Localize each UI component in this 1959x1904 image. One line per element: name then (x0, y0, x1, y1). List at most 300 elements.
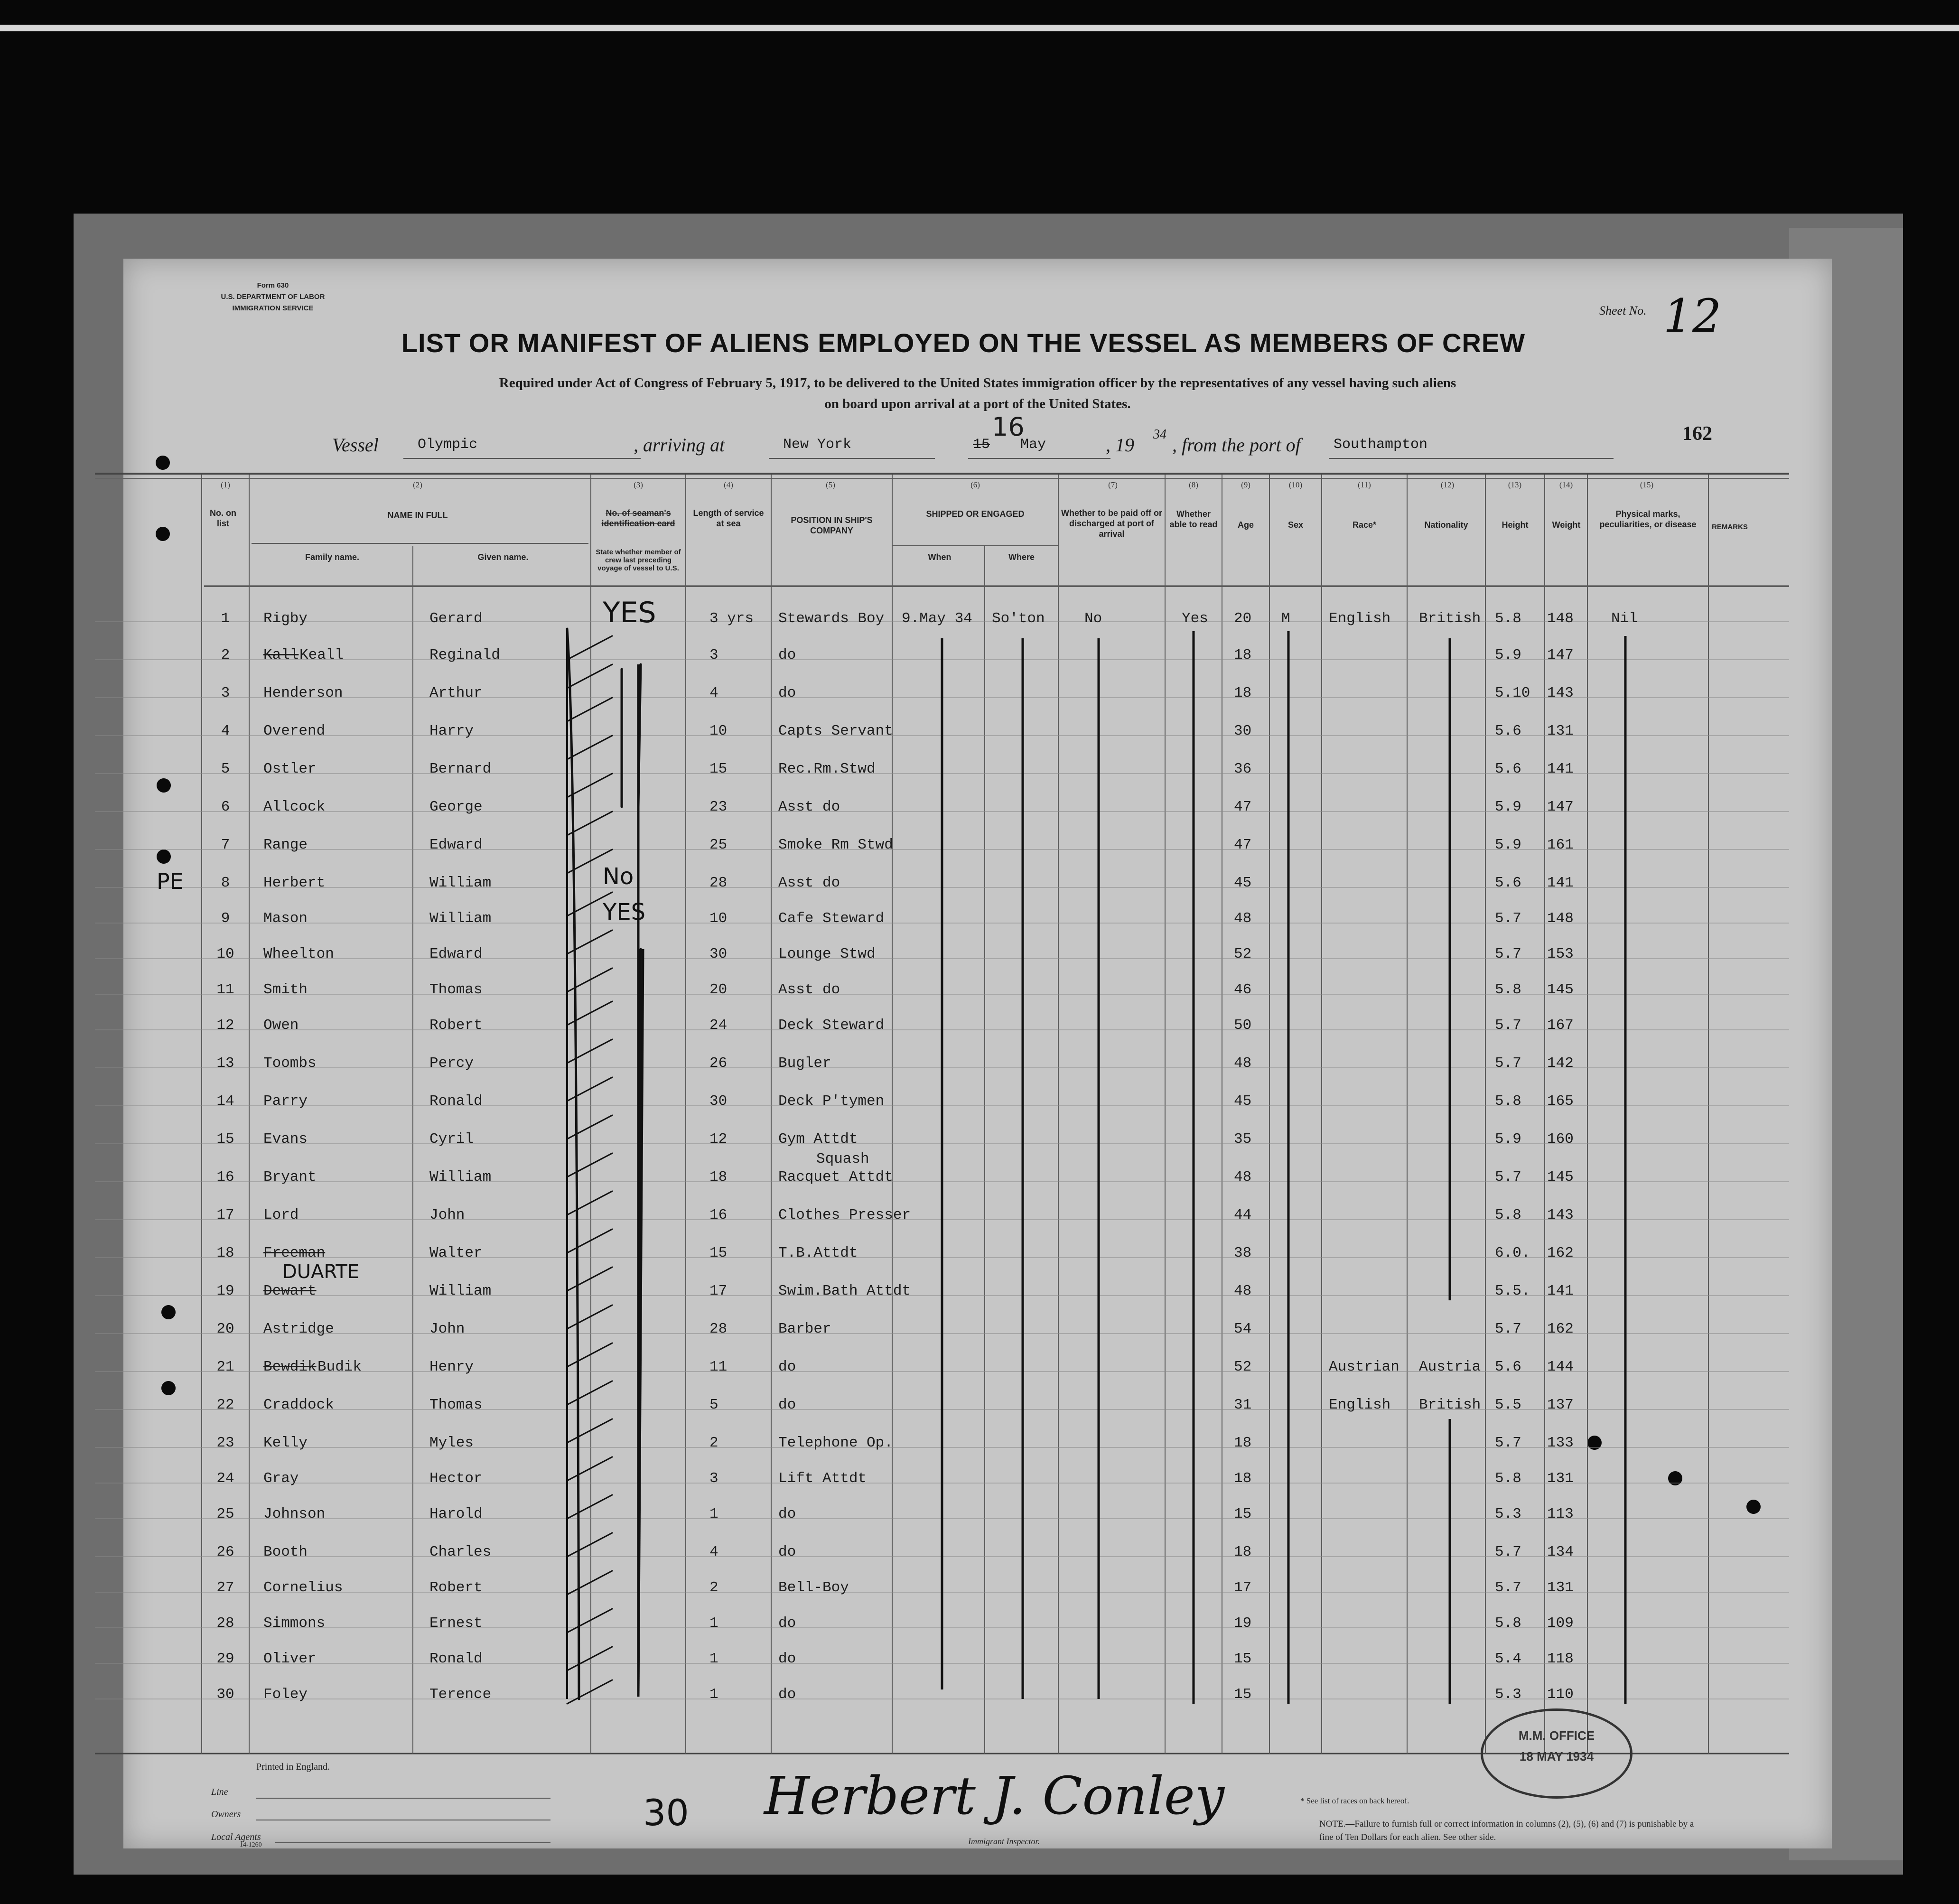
position: Bell-Boy (778, 1579, 849, 1596)
age: 18 (1234, 1470, 1252, 1487)
given-name: Gerard (429, 610, 483, 627)
family-name: Craddock (263, 1397, 334, 1413)
weight: 131 (1547, 1470, 1574, 1487)
age: 48 (1234, 1283, 1252, 1299)
weight: 134 (1547, 1544, 1574, 1560)
age: 47 (1234, 799, 1252, 815)
weight: 162 (1547, 1245, 1574, 1261)
row-number: 6 (221, 799, 230, 815)
table-row (0, 1008, 1959, 1042)
service-length: 23 (709, 799, 728, 815)
race: Austrian (1329, 1359, 1399, 1375)
age: 48 (1234, 1055, 1252, 1072)
height: 6.0. (1495, 1245, 1530, 1261)
position: do (778, 1686, 796, 1703)
weight: 131 (1547, 1579, 1574, 1596)
struck-family-name: Bewdik (263, 1359, 317, 1375)
service-length: 3 (709, 1470, 718, 1487)
position: Stewards Boy (778, 610, 885, 627)
given-name: Thomas (429, 1397, 483, 1413)
from-port-label: , from the port of (1172, 434, 1301, 456)
given-name: Arthur (429, 685, 483, 701)
col-13-label: Height (1502, 520, 1529, 530)
underline (968, 458, 1110, 459)
family-name: Allcock (263, 799, 326, 815)
height: 5.7 (1495, 1169, 1521, 1185)
age: 19 (1234, 1615, 1252, 1632)
position: Capts Servant (778, 723, 893, 739)
line-label: Line (211, 1787, 228, 1797)
family-name: Booth (263, 1544, 308, 1560)
weight: 148 (1547, 610, 1574, 627)
given-name: Harold (429, 1506, 483, 1522)
col-11-number: (11) (1358, 480, 1371, 489)
position: Clothes Presser (778, 1207, 911, 1223)
row-number: 25 (216, 1506, 234, 1522)
struck-family-name: Dewart (263, 1283, 317, 1299)
age: 20 (1234, 610, 1252, 627)
given-name: William (429, 875, 492, 891)
table-row (0, 1388, 1959, 1421)
table-row (0, 973, 1959, 1006)
given-name: John (429, 1207, 465, 1223)
col-15-number: (15) (1640, 480, 1654, 489)
top-scan-border (0, 25, 1959, 31)
margin-note: PE (157, 868, 184, 894)
weight: 118 (1547, 1651, 1574, 1667)
col-12-label: Nationality (1424, 520, 1468, 530)
height: 5.7 (1495, 946, 1521, 962)
service-length: 4 (709, 685, 718, 701)
col-9-number: (9) (1241, 480, 1250, 489)
page-subtitle (342, 373, 1614, 414)
row-number: 15 (216, 1131, 234, 1148)
given-name: Hector (429, 1470, 483, 1487)
height: 5.3 (1495, 1506, 1521, 1522)
service-length: 1 (709, 1651, 718, 1667)
position: Gym Attdt (778, 1131, 858, 1148)
table-row (0, 1535, 1959, 1568)
col-10-label: Sex (1287, 520, 1304, 530)
weight: 148 (1547, 910, 1574, 927)
family-name: Keall (299, 647, 344, 663)
family-name: Johnson (263, 1506, 326, 1522)
weight: 153 (1547, 946, 1574, 962)
service-length: 3 yrs (709, 610, 754, 627)
vessel-label: Vessel (332, 434, 379, 456)
nationality: British (1419, 1397, 1481, 1413)
position: Smoke Rm Stwd (778, 837, 893, 853)
service-length: 20 (709, 981, 728, 998)
row-number: 29 (216, 1651, 234, 1667)
table-row (0, 828, 1959, 861)
position: do (778, 1359, 796, 1375)
row-number: 4 (221, 723, 230, 739)
height: 5.4 (1495, 1651, 1521, 1667)
height: 5.9 (1495, 837, 1521, 853)
weight: 113 (1547, 1506, 1574, 1522)
row-number: 14 (216, 1093, 234, 1110)
col-2-given: Given name. (477, 552, 529, 562)
service-length: 16 (709, 1207, 728, 1223)
given-name: Bernard (429, 761, 492, 777)
col-4-number: (4) (724, 480, 733, 489)
position: Racquet Attdt (778, 1169, 893, 1185)
height: 5.8 (1495, 610, 1521, 627)
position: Lounge Stwd (778, 946, 876, 962)
given-name: Charles (429, 1544, 492, 1560)
table-row (0, 1426, 1959, 1459)
underline (403, 458, 641, 459)
col-5-number: (5) (826, 480, 835, 489)
service-length: 30 (709, 946, 728, 962)
given-name: Cyril (429, 1131, 474, 1148)
age: 48 (1234, 910, 1252, 927)
age: 45 (1234, 875, 1252, 891)
stamp-date: 18 MAY 1934 (1519, 1749, 1594, 1764)
given-name: Terence (429, 1686, 492, 1703)
col-1-number: (1) (221, 480, 230, 489)
sex: M (1281, 610, 1290, 627)
age: 18 (1234, 647, 1252, 663)
printed-in: Printed in England. (256, 1762, 330, 1772)
underline (256, 1798, 550, 1799)
position: Deck Steward (778, 1017, 885, 1034)
given-name: Thomas (429, 981, 483, 998)
col-3-struck-label: No. of seaman's identification card (601, 508, 675, 528)
position: Deck P'tymen (778, 1093, 885, 1110)
row-number: 3 (221, 685, 230, 701)
weight: 141 (1547, 761, 1574, 777)
col-9-label: Age (1237, 520, 1254, 530)
family-name: Range (263, 837, 308, 853)
family-name: Bryant (263, 1169, 317, 1185)
position: do (778, 1615, 796, 1632)
family-name: Evans (263, 1131, 308, 1148)
inspector-signature: Herbert J. Conley (764, 1765, 1225, 1826)
family-name: Oliver (263, 1651, 317, 1667)
previous-voyage-answer: YES (603, 596, 656, 629)
height: 5.7 (1495, 1321, 1521, 1337)
family-name: Wheelton (263, 946, 334, 962)
family-name: Herbert (263, 875, 326, 891)
service-length: 1 (709, 1506, 718, 1522)
vessel-name: Olympic (418, 437, 478, 453)
given-name: Myles (429, 1435, 474, 1451)
height: 5.7 (1495, 1017, 1521, 1034)
age: 31 (1234, 1397, 1252, 1413)
position: do (778, 1397, 796, 1413)
age: 18 (1234, 685, 1252, 701)
row-number: 20 (216, 1321, 234, 1337)
col-2-number: (2) (413, 480, 422, 489)
service-length: 24 (709, 1017, 728, 1034)
col-1-label: No. on list (210, 508, 236, 528)
form-code: 14-1260 (240, 1841, 262, 1848)
inspector-label: Immigrant Inspector. (968, 1837, 1040, 1846)
family-name: Astridge (263, 1321, 334, 1337)
table-row (0, 1350, 1959, 1383)
col-6-number: (6) (970, 480, 980, 489)
col-6-where: Where (1008, 552, 1035, 562)
row-number: 30 (216, 1686, 234, 1703)
races-note: * See list of races on back hereof. (1300, 1796, 1409, 1805)
age: 18 (1234, 1435, 1252, 1451)
table-row (0, 1497, 1959, 1531)
age: 48 (1234, 1169, 1252, 1185)
service-length: 2 (709, 1435, 718, 1451)
given-name: Robert (429, 1017, 483, 1034)
form-number: Form 630 (257, 281, 289, 289)
given-name: Robert (429, 1579, 483, 1596)
year-suffix: 34 (1153, 427, 1166, 442)
row-number: 9 (221, 910, 230, 927)
arrival-month: May (1020, 437, 1046, 453)
family-name: Overend (263, 723, 326, 739)
weight: 133 (1547, 1435, 1574, 1451)
table-row (0, 1571, 1959, 1604)
col-13-number: (13) (1508, 480, 1522, 489)
table-row (0, 863, 1959, 899)
row-number: 21 (216, 1359, 234, 1375)
position: Asst do (778, 799, 840, 815)
height: 5.6 (1495, 875, 1521, 891)
table-row (0, 596, 1959, 635)
weight: 160 (1547, 1131, 1574, 1148)
height: 5.9 (1495, 647, 1521, 663)
weight: 167 (1547, 1017, 1574, 1034)
age: 50 (1234, 1017, 1252, 1034)
height: 5.9 (1495, 799, 1521, 815)
row-number: 26 (216, 1544, 234, 1560)
age: 35 (1234, 1131, 1252, 1148)
row-number: 16 (216, 1169, 234, 1185)
race: English (1329, 610, 1391, 627)
page-title: LIST OR MANIFEST OF ALIENS EMPLOYED ON THE VESSEL AS MEMBERS OF CREW (401, 328, 1526, 358)
table-row (0, 899, 1959, 935)
table-row (0, 790, 1959, 823)
height: 5.3 (1495, 1686, 1521, 1703)
col-6-label: SHIPPED OR ENGAGED (926, 509, 1025, 519)
age: 44 (1234, 1207, 1252, 1223)
family-name: Budik (317, 1359, 362, 1375)
handwritten-family-name: DUARTE (282, 1261, 360, 1283)
subtitle-line-1: Required under Act of Congress of February 5, 1917, to be delivered to the United States immigration officer by the representatives of any vessel having such aliens (499, 375, 1456, 391)
table-row (0, 714, 1959, 747)
given-name: William (429, 1169, 492, 1185)
position: do (778, 1506, 796, 1522)
nationality: Austria (1419, 1359, 1481, 1375)
row-number: 22 (216, 1397, 234, 1413)
family-name: Foley (263, 1686, 308, 1703)
crew-count: 30 (643, 1792, 689, 1834)
table-row (0, 1261, 1959, 1307)
table-row (0, 1084, 1959, 1118)
row-number: 12 (216, 1017, 234, 1034)
service-length: 2 (709, 1579, 718, 1596)
service-length: 17 (709, 1283, 728, 1299)
col-7-number: (7) (1108, 480, 1118, 489)
weight: 142 (1547, 1055, 1574, 1072)
table-row (0, 1462, 1959, 1495)
col-5-label: POSITION IN SHIP'S COMPANY (791, 515, 873, 535)
penalty-note: NOTE.—Failure to furnish full or correct information in columns (2), (5), (6) and (7) is punishable by a fine of Ten Dollars for each alien. See other side. (1319, 1819, 1694, 1842)
struck-family-name: Kall (263, 647, 299, 663)
service-length: 12 (709, 1131, 728, 1148)
given-name: George (429, 799, 483, 815)
departure-port: Southampton (1334, 437, 1428, 453)
position: Swim.Bath Attdt (778, 1283, 911, 1299)
age: 46 (1234, 981, 1252, 998)
position: do (778, 647, 796, 663)
weight: 131 (1547, 723, 1574, 739)
punch-hole-icon (156, 456, 170, 470)
height: 5.10 (1495, 685, 1530, 701)
service-length: 28 (709, 1321, 728, 1337)
row-number: 7 (221, 837, 230, 853)
height: 5.7 (1495, 1435, 1521, 1451)
sheet-label: Sheet No. (1599, 304, 1647, 317)
position: Telephone Op. (778, 1435, 893, 1451)
table-row (0, 1642, 1959, 1675)
col-6-when: When (928, 552, 952, 562)
agents-label: Local Agents (211, 1832, 261, 1842)
age: 15 (1234, 1686, 1252, 1703)
able-to-read: Yes (1182, 610, 1208, 627)
race: English (1329, 1397, 1391, 1413)
family-name: Freeman (263, 1245, 326, 1261)
service-length: 10 (709, 910, 728, 927)
height: 5.8 (1495, 1615, 1521, 1632)
arrival-day-struck: 15 (973, 437, 990, 453)
age: 17 (1234, 1579, 1252, 1596)
service-length: 1 (709, 1615, 718, 1632)
weight: 143 (1547, 685, 1574, 701)
table-row (0, 1151, 1959, 1194)
row-number: 19 (216, 1283, 234, 1299)
age: 54 (1234, 1321, 1252, 1337)
height: 5.7 (1495, 1544, 1521, 1560)
height: 5.8 (1495, 1207, 1521, 1223)
row-number: 17 (216, 1207, 234, 1223)
family-name: Mason (263, 910, 308, 927)
height: 5.8 (1495, 1470, 1521, 1487)
height: 5.8 (1495, 981, 1521, 998)
given-name: Harry (429, 723, 474, 739)
table-row (0, 1678, 1959, 1711)
age: 45 (1234, 1093, 1252, 1110)
weight: 145 (1547, 981, 1574, 998)
height: 5.6 (1495, 761, 1521, 777)
col-12-number: (12) (1440, 480, 1455, 489)
family-name: Simmons (263, 1615, 326, 1632)
previous-voyage-answer: YES (603, 899, 646, 925)
family-name: Cornelius (263, 1579, 343, 1596)
underline (275, 1842, 550, 1843)
row-number: 23 (216, 1435, 234, 1451)
weight: 162 (1547, 1321, 1574, 1337)
family-name: Rigby (263, 610, 308, 627)
remarks-label: REMARKS (1712, 523, 1748, 531)
col-2-label: NAME IN FULL (387, 511, 448, 520)
table-row (0, 1046, 1959, 1080)
row-number: 11 (216, 981, 234, 998)
row-number: 24 (216, 1470, 234, 1487)
row-number: 1 (221, 610, 230, 627)
weight: 143 (1547, 1207, 1574, 1223)
weight: 161 (1547, 837, 1574, 853)
weight: 145 (1547, 1169, 1574, 1185)
position: Rec.Rm.Stwd (778, 761, 876, 777)
height: 5.7 (1495, 1579, 1521, 1596)
given-name: Edward (429, 837, 483, 853)
position: Bugler (778, 1055, 831, 1072)
position: do (778, 685, 796, 701)
service-length: 4 (709, 1544, 718, 1560)
family-name: Owen (263, 1017, 299, 1034)
service-length: 18 (709, 1169, 728, 1185)
age: 47 (1234, 837, 1252, 853)
office-stamp (1481, 1708, 1632, 1799)
weight: 109 (1547, 1615, 1574, 1632)
weight: 137 (1547, 1397, 1574, 1413)
age: 18 (1234, 1544, 1252, 1560)
service-length: 30 (709, 1093, 728, 1110)
col-4-label: Length of service at sea (693, 508, 764, 528)
height: 5.8 (1495, 1093, 1521, 1110)
col-8-number: (8) (1189, 480, 1198, 489)
position: T.B.Attdt (778, 1245, 858, 1261)
height: 5.9 (1495, 1131, 1521, 1148)
shipped-where: So'ton (992, 610, 1045, 627)
family-name: Toombs (263, 1055, 317, 1072)
given-name: Reginald (429, 647, 500, 663)
underline (769, 458, 935, 459)
form-identifier (187, 280, 358, 314)
physical-marks: Nil (1611, 610, 1638, 627)
arriving-label: , arriving at (634, 434, 725, 456)
age: 30 (1234, 723, 1252, 739)
weight: 147 (1547, 799, 1574, 815)
height: 5.5 (1495, 1397, 1521, 1413)
row-number: 28 (216, 1615, 234, 1632)
given-name: Edward (429, 946, 483, 962)
given-name: John (429, 1321, 465, 1337)
page-count: 162 (1682, 423, 1712, 445)
service: IMMIGRATION SERVICE (232, 304, 314, 312)
family-name: Smith (263, 981, 308, 998)
height: 5.7 (1495, 1055, 1521, 1072)
col-11-label: Race* (1352, 520, 1377, 530)
row-number: 10 (216, 946, 234, 962)
table-row (0, 937, 1959, 971)
col-7-label: Whether to be paid off or discharged at port of arrival (1061, 508, 1162, 539)
service-length: 1 (709, 1686, 718, 1703)
col-14-label: Weight (1552, 520, 1581, 530)
age: 15 (1234, 1506, 1252, 1522)
table-row (0, 752, 1959, 785)
given-name: Ronald (429, 1651, 483, 1667)
col-3-label: State whether member of crew last preceding voyage of vessel to U.S. (596, 548, 681, 572)
height: 5.6 (1495, 1359, 1521, 1375)
service-length: 25 (709, 837, 728, 853)
row-number: 5 (221, 761, 230, 777)
weight: 141 (1547, 1283, 1574, 1299)
sheet-number: 12 (1663, 289, 1722, 343)
row-number: 18 (216, 1245, 234, 1261)
age: 52 (1234, 946, 1252, 962)
weight: 165 (1547, 1093, 1574, 1110)
